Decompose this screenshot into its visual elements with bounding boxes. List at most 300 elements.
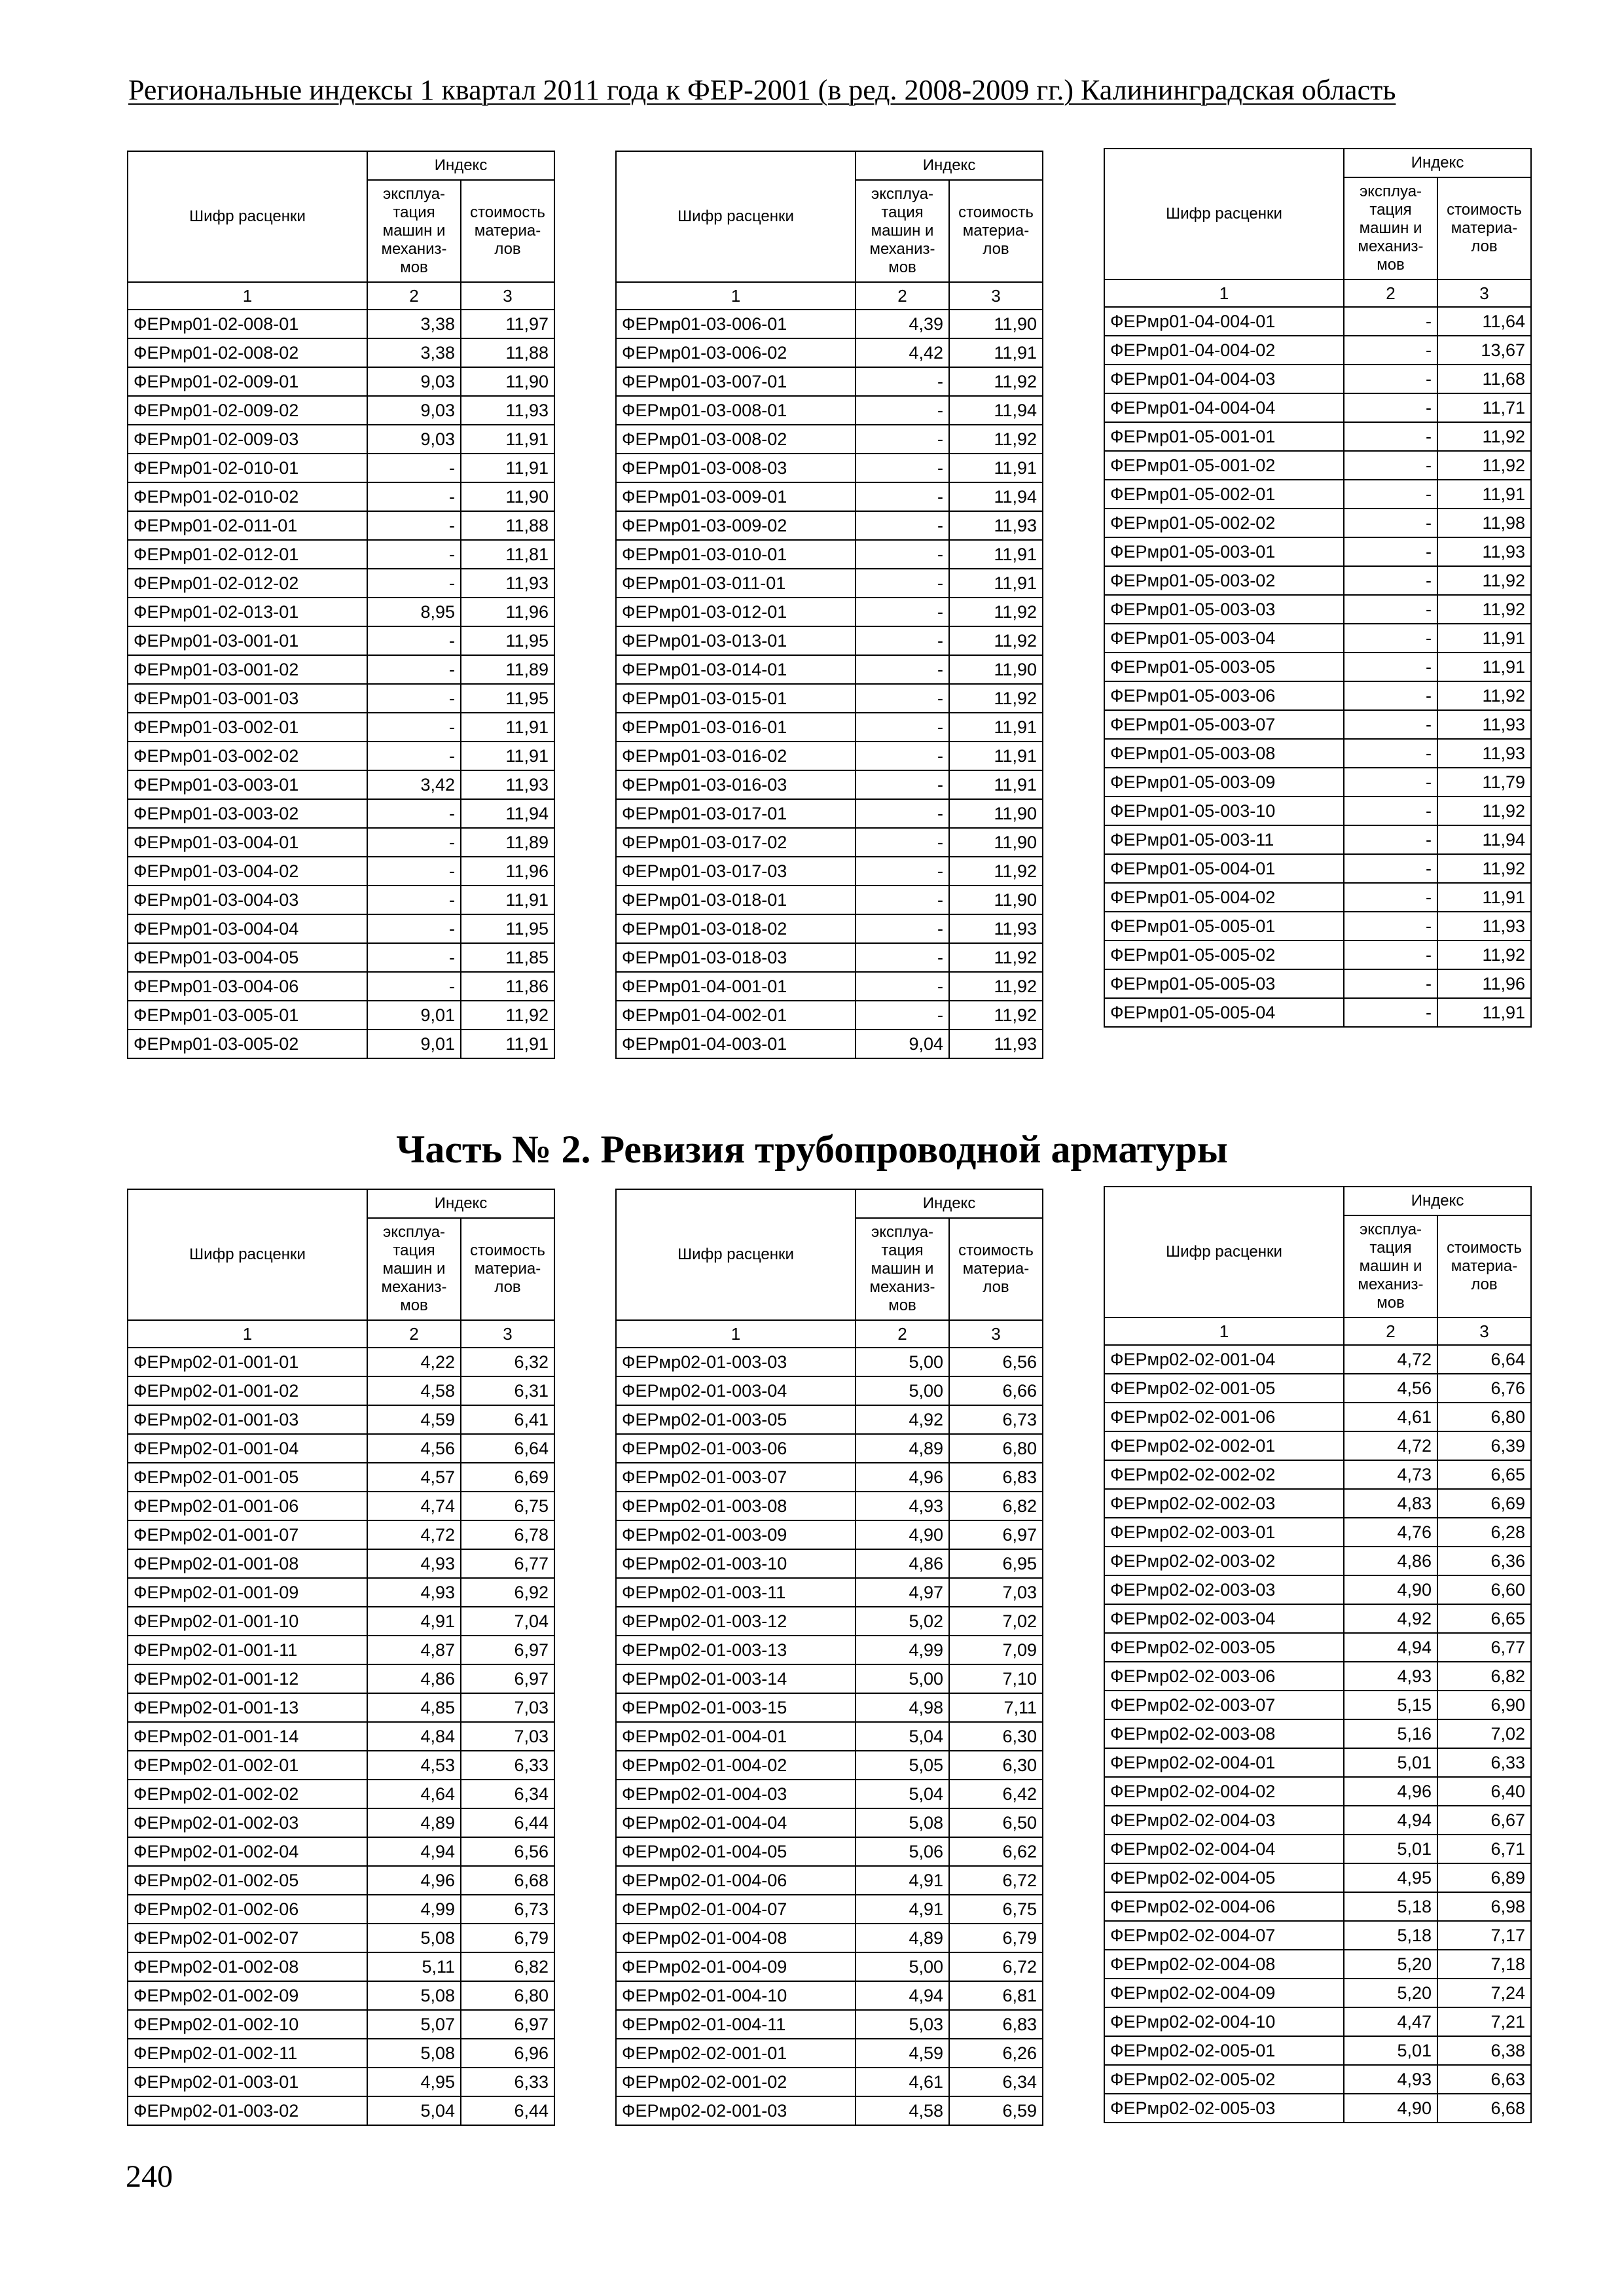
table-row	[616, 540, 1043, 569]
machines-index-cell: -	[1344, 854, 1437, 883]
column-number-2: 2	[856, 1320, 949, 1348]
rate-code-cell: ФЕРмр02-01-003-03	[616, 1348, 856, 1376]
rate-code-cell: ФЕРмр02-01-003-15	[616, 1693, 856, 1722]
rate-code-cell: ФЕРмр02-01-004-05	[616, 1837, 856, 1866]
machines-index-cell: 4,56	[367, 1434, 461, 1463]
table-row	[616, 1578, 1043, 1607]
rate-code-cell: ФЕРмр02-01-003-02	[128, 2096, 367, 2125]
machines-index-cell: 5,08	[367, 1981, 461, 2010]
machines-index-cell: 4,92	[1344, 1604, 1437, 1633]
rate-code-cell: ФЕРмр02-01-001-14	[128, 1722, 367, 1751]
table-row	[128, 1981, 554, 2010]
table-row	[1104, 1547, 1531, 1575]
machines-index-cell: -	[856, 540, 949, 569]
materials-index-cell: 11,93	[1437, 912, 1531, 941]
machines-index-cell: 4,91	[856, 1895, 949, 1924]
column-number-2: 2	[367, 282, 461, 310]
column-header-index: Индекс	[367, 1189, 554, 1218]
machines-index-cell: -	[1344, 768, 1437, 797]
materials-index-cell: 7,10	[949, 1664, 1043, 1693]
rate-code-cell: ФЕРмр01-03-014-01	[616, 655, 856, 684]
table-row	[1104, 1748, 1531, 1777]
materials-index-cell: 6,34	[949, 2068, 1043, 2096]
materials-index-cell: 11,95	[461, 626, 554, 655]
materials-index-cell: 6,64	[1437, 1345, 1531, 1374]
materials-index-cell: 6,63	[1437, 2065, 1531, 2094]
machines-index-cell: 5,18	[1344, 1921, 1437, 1950]
table-row	[128, 2010, 554, 2039]
materials-index-cell: 6,64	[461, 1434, 554, 1463]
materials-index-cell: 11,90	[461, 482, 554, 511]
column-header-code: Шифр расценки	[128, 1189, 367, 1320]
table-row	[1104, 1950, 1531, 1979]
rate-code-cell: ФЕРмр02-01-001-10	[128, 1607, 367, 1636]
machines-index-cell: 4,57	[367, 1463, 461, 1492]
machines-index-cell: -	[1344, 537, 1437, 566]
rate-code-cell: ФЕРмр01-05-003-04	[1104, 624, 1344, 653]
machines-index-cell: 9,04	[856, 1030, 949, 1058]
table-row	[1104, 969, 1531, 998]
rate-code-cell: ФЕРмр02-02-003-03	[1104, 1575, 1344, 1604]
materials-index-cell: 6,60	[1437, 1575, 1531, 1604]
rate-code-cell: ФЕРмр02-02-003-06	[1104, 1662, 1344, 1691]
rate-code-cell: ФЕРмр01-03-009-02	[616, 511, 856, 540]
machines-index-cell: -	[856, 886, 949, 914]
rate-code-cell: ФЕРмр01-05-005-02	[1104, 941, 1344, 969]
page-header: Региональные индексы 1 квартал 2011 года к ФЕР-2001 (в ред. 2008-2009 гг.) Калининградская область	[128, 74, 1396, 106]
table-row	[616, 2068, 1043, 2096]
rate-code-cell: ФЕРмр02-01-002-07	[128, 1924, 367, 1952]
materials-index-cell: 6,75	[461, 1492, 554, 1520]
rate-code-cell: ФЕРмр02-02-003-08	[1104, 1719, 1344, 1748]
machines-index-cell: 9,01	[367, 1030, 461, 1058]
rate-code-cell: ФЕРмр02-01-001-12	[128, 1664, 367, 1693]
materials-index-cell: 11,79	[1437, 768, 1531, 797]
rate-code-cell: ФЕРмр02-01-003-07	[616, 1463, 856, 1492]
materials-index-cell: 7,03	[461, 1693, 554, 1722]
rate-code-cell: ФЕРмр01-02-012-01	[128, 540, 367, 569]
materials-index-cell: 6,56	[949, 1348, 1043, 1376]
table-row	[1104, 739, 1531, 768]
machines-index-cell: -	[856, 943, 949, 972]
materials-index-cell: 11,86	[461, 972, 554, 1001]
machines-index-cell: 4,94	[856, 1981, 949, 2010]
rate-code-cell: ФЕРмр01-05-004-01	[1104, 854, 1344, 883]
materials-index-cell: 6,66	[949, 1376, 1043, 1405]
table-row	[128, 626, 554, 655]
table-row	[616, 1549, 1043, 1578]
table-row	[616, 569, 1043, 598]
table-row	[616, 1492, 1043, 1520]
rate-code-cell: ФЕРмр01-03-017-02	[616, 828, 856, 857]
machines-index-cell: -	[856, 1001, 949, 1030]
column-header-code: Шифр расценки	[616, 151, 856, 282]
materials-index-cell: 11,97	[461, 310, 554, 338]
table-row	[1104, 365, 1531, 393]
table-row	[616, 1405, 1043, 1434]
machines-index-cell: 4,86	[367, 1664, 461, 1693]
table-row	[128, 1866, 554, 1895]
rate-code-cell: ФЕРмр01-03-008-02	[616, 425, 856, 454]
rate-code-cell: ФЕРмр02-02-002-03	[1104, 1489, 1344, 1518]
rate-code-cell: ФЕРмр01-05-005-03	[1104, 969, 1344, 998]
machines-index-cell: 4,39	[856, 310, 949, 338]
machines-index-cell: -	[367, 972, 461, 1001]
rate-code-cell: ФЕРмр02-01-002-06	[128, 1895, 367, 1924]
machines-index-cell: -	[1344, 653, 1437, 681]
machines-index-cell: 4,95	[367, 2068, 461, 2096]
table-row	[616, 454, 1043, 482]
materials-index-cell: 11,90	[949, 828, 1043, 857]
machines-index-cell: -	[1344, 681, 1437, 710]
table-row	[616, 598, 1043, 626]
machines-index-cell: 5,08	[367, 1924, 461, 1952]
rate-code-cell: ФЕРмр01-05-003-06	[1104, 681, 1344, 710]
table-row	[616, 1895, 1043, 1924]
rate-code-cell: ФЕРмр01-03-018-03	[616, 943, 856, 972]
rate-code-cell: ФЕРмр02-01-002-08	[128, 1952, 367, 1981]
materials-index-cell: 11,91	[461, 1030, 554, 1058]
rate-code-cell: ФЕРмр02-02-003-02	[1104, 1547, 1344, 1575]
table-row	[1104, 480, 1531, 509]
rate-code-cell: ФЕРмр02-02-005-03	[1104, 2094, 1344, 2123]
materials-index-cell: 11,90	[949, 655, 1043, 684]
machines-index-cell: -	[856, 914, 949, 943]
table-row	[128, 828, 554, 857]
materials-index-cell: 11,91	[949, 742, 1043, 770]
materials-index-cell: 6,80	[461, 1981, 554, 2010]
rate-code-cell: ФЕРмр01-03-011-01	[616, 569, 856, 598]
machines-index-cell: 4,85	[367, 1693, 461, 1722]
materials-index-cell: 11,96	[1437, 969, 1531, 998]
machines-index-cell: 4,94	[1344, 1633, 1437, 1662]
machines-index-cell: -	[856, 626, 949, 655]
materials-index-cell: 6,73	[949, 1405, 1043, 1434]
table-row	[128, 1376, 554, 1405]
materials-index-cell: 6,82	[949, 1492, 1043, 1520]
rate-code-cell: ФЕРмр01-05-003-03	[1104, 595, 1344, 624]
materials-index-cell: 11,93	[461, 770, 554, 799]
rate-code-cell: ФЕРмр01-02-009-01	[128, 367, 367, 396]
machines-index-cell: -	[1344, 307, 1437, 336]
rate-code-cell: ФЕРмр02-02-001-04	[1104, 1345, 1344, 1374]
materials-index-cell: 11,94	[1437, 825, 1531, 854]
materials-index-cell: 7,03	[461, 1722, 554, 1751]
materials-index-cell: 6,90	[1437, 1691, 1531, 1719]
machines-index-cell: -	[1344, 797, 1437, 825]
rate-code-cell: ФЕРмр02-01-003-13	[616, 1636, 856, 1664]
rate-code-cell: ФЕРмр02-01-001-02	[128, 1376, 367, 1405]
materials-index-cell: 6,69	[1437, 1489, 1531, 1518]
table-row	[616, 396, 1043, 425]
materials-index-cell: 11,92	[1437, 451, 1531, 480]
table-row	[1104, 1460, 1531, 1489]
machines-index-cell: 4,90	[1344, 1575, 1437, 1604]
materials-index-cell: 11,91	[1437, 998, 1531, 1027]
rate-code-cell: ФЕРмр02-02-001-02	[616, 2068, 856, 2096]
machines-index-cell: 5,08	[856, 1808, 949, 1837]
column-header-code: Шифр расценки	[1104, 1187, 1344, 1318]
machines-index-cell: -	[1344, 595, 1437, 624]
rate-code-cell: ФЕРмр02-01-003-05	[616, 1405, 856, 1434]
rate-code-cell: ФЕРмр01-03-007-01	[616, 367, 856, 396]
machines-index-cell: -	[367, 799, 461, 828]
table-row	[616, 2010, 1043, 2039]
column-number-3: 3	[949, 1320, 1043, 1348]
machines-index-cell: -	[367, 713, 461, 742]
machines-index-cell: -	[856, 454, 949, 482]
table-row	[128, 338, 554, 367]
page-number: 240	[126, 2159, 173, 2194]
rate-code-cell: ФЕРмр02-01-004-04	[616, 1808, 856, 1837]
column-number-2: 2	[1344, 1318, 1437, 1345]
materials-index-cell: 11,92	[1437, 595, 1531, 624]
table-row	[128, 1924, 554, 1952]
rate-code-cell: ФЕРмр02-01-003-08	[616, 1492, 856, 1520]
rate-code-cell: ФЕРмр01-02-009-02	[128, 396, 367, 425]
materials-index-cell: 6,56	[461, 1837, 554, 1866]
machines-index-cell: 5,01	[1344, 2036, 1437, 2065]
rate-code-cell: ФЕРмр01-03-008-01	[616, 396, 856, 425]
rate-code-cell: ФЕРмр02-01-002-04	[128, 1837, 367, 1866]
column-number-3: 3	[1437, 1318, 1531, 1345]
rate-code-cell: ФЕРмр02-01-002-01	[128, 1751, 367, 1780]
materials-index-cell: 6,40	[1437, 1777, 1531, 1806]
machines-index-cell: -	[856, 425, 949, 454]
machines-index-cell: -	[856, 598, 949, 626]
machines-index-cell: 3,42	[367, 770, 461, 799]
table-row	[616, 770, 1043, 799]
section-title: Часть № 2. Ревизия трубопроводной арматуры	[396, 1128, 1228, 1171]
materials-index-cell: 6,30	[949, 1751, 1043, 1780]
machines-index-cell: -	[856, 742, 949, 770]
table-row	[616, 914, 1043, 943]
materials-index-cell: 11,94	[949, 482, 1043, 511]
materials-index-cell: 6,77	[1437, 1633, 1531, 1662]
machines-index-cell: 4,84	[367, 1722, 461, 1751]
materials-index-cell: 6,76	[1437, 1374, 1531, 1403]
machines-index-cell: -	[856, 569, 949, 598]
machines-index-cell: -	[856, 482, 949, 511]
rate-code-cell: ФЕРмр01-05-003-10	[1104, 797, 1344, 825]
column-number-1: 1	[616, 1320, 856, 1348]
machines-index-cell: 4,83	[1344, 1489, 1437, 1518]
rate-code-cell: ФЕРмр02-01-001-11	[128, 1636, 367, 1664]
rate-code-cell: ФЕРмр02-01-002-11	[128, 2039, 367, 2068]
materials-index-cell: 11,91	[461, 425, 554, 454]
materials-index-cell: 7,02	[1437, 1719, 1531, 1748]
table-row	[128, 1434, 554, 1463]
machines-index-cell: 3,38	[367, 310, 461, 338]
machines-index-cell: 5,15	[1344, 1691, 1437, 1719]
materials-index-cell: 11,98	[1437, 509, 1531, 537]
column-header-machines: эксплуа-тация машин и механиз-мов	[367, 180, 461, 282]
rate-code-cell: ФЕРмр02-01-003-04	[616, 1376, 856, 1405]
materials-index-cell: 11,92	[949, 943, 1043, 972]
column-number-3: 3	[461, 282, 554, 310]
rate-code-cell: ФЕРмр02-01-001-01	[128, 1348, 367, 1376]
materials-index-cell: 6,82	[461, 1952, 554, 1981]
table-row	[1104, 1691, 1531, 1719]
table-row	[128, 1549, 554, 1578]
rate-code-cell: ФЕРмр01-03-001-02	[128, 655, 367, 684]
table-row	[616, 1693, 1043, 1722]
rate-code-cell: ФЕРмр01-03-003-02	[128, 799, 367, 828]
machines-index-cell: -	[856, 972, 949, 1001]
table-row	[616, 1664, 1043, 1693]
table-row	[128, 1722, 554, 1751]
table-row	[616, 1866, 1043, 1895]
table-row	[616, 1981, 1043, 2010]
table-row	[1104, 2036, 1531, 2065]
table-row	[128, 943, 554, 972]
materials-index-cell: 11,96	[461, 598, 554, 626]
column-header-index: Индекс	[1344, 1187, 1531, 1215]
column-header-materials: стоимость материа-лов	[1437, 1215, 1531, 1318]
table-row	[616, 1837, 1043, 1866]
machines-index-cell: -	[367, 540, 461, 569]
table-row	[128, 1578, 554, 1607]
table-row	[616, 626, 1043, 655]
machines-index-cell: -	[1344, 969, 1437, 998]
rate-code-cell: ФЕРмр01-02-011-01	[128, 511, 367, 540]
materials-index-cell: 6,79	[949, 1924, 1043, 1952]
table-row	[1104, 825, 1531, 854]
materials-index-cell: 11,93	[1437, 537, 1531, 566]
machines-index-cell: 4,73	[1344, 1460, 1437, 1489]
machines-index-cell: 5,00	[856, 1348, 949, 1376]
machines-index-cell: 4,47	[1344, 2007, 1437, 2036]
rate-code-cell: ФЕРмр01-04-002-01	[616, 1001, 856, 1030]
rate-code-cell: ФЕРмр01-04-001-01	[616, 972, 856, 1001]
table-row	[616, 828, 1043, 857]
rate-code-cell: ФЕРмр02-02-001-03	[616, 2096, 856, 2125]
rate-code-cell: ФЕРмр01-03-002-02	[128, 742, 367, 770]
rate-code-cell: ФЕРмр01-03-012-01	[616, 598, 856, 626]
table-row	[128, 1636, 554, 1664]
column-header-machines: эксплуа-тация машин и механиз-мов	[856, 1218, 949, 1320]
rate-code-cell: ФЕРмр01-04-004-02	[1104, 336, 1344, 365]
rate-code-cell: ФЕРмр02-02-004-01	[1104, 1748, 1344, 1777]
column-number-3: 3	[461, 1320, 554, 1348]
table-row	[1104, 1892, 1531, 1921]
column-header-machines: эксплуа-тация машин и механиз-мов	[1344, 177, 1437, 279]
materials-index-cell: 7,17	[1437, 1921, 1531, 1950]
materials-index-cell: 11,85	[461, 943, 554, 972]
machines-index-cell: -	[1344, 566, 1437, 595]
rate-code-cell: ФЕРмр01-03-018-02	[616, 914, 856, 943]
materials-index-cell: 6,97	[461, 1664, 554, 1693]
materials-index-cell: 6,28	[1437, 1518, 1531, 1547]
table-row	[128, 367, 554, 396]
rate-code-cell: ФЕРмр01-05-003-11	[1104, 825, 1344, 854]
materials-index-cell: 7,04	[461, 1607, 554, 1636]
materials-index-cell: 6,26	[949, 2039, 1043, 2068]
table-row	[128, 770, 554, 799]
machines-index-cell: -	[856, 684, 949, 713]
machines-index-cell: 5,04	[856, 1722, 949, 1751]
rate-code-cell: ФЕРмр02-01-001-09	[128, 1578, 367, 1607]
materials-index-cell: 6,41	[461, 1405, 554, 1434]
materials-index-cell: 6,65	[1437, 1604, 1531, 1633]
table-body	[616, 1348, 1043, 2125]
materials-index-cell: 6,75	[949, 1895, 1043, 1924]
machines-index-cell: 4,89	[856, 1434, 949, 1463]
machines-index-cell: 4,93	[856, 1492, 949, 1520]
table-row	[616, 972, 1043, 1001]
table-row	[1104, 1374, 1531, 1403]
rate-code-cell: ФЕРмр01-02-012-02	[128, 569, 367, 598]
column-header-materials: стоимость материа-лов	[1437, 177, 1531, 279]
rate-code-cell: ФЕРмр02-02-005-02	[1104, 2065, 1344, 2094]
machines-index-cell: -	[367, 742, 461, 770]
rate-code-cell: ФЕРмр01-04-004-03	[1104, 365, 1344, 393]
materials-index-cell: 6,97	[461, 2010, 554, 2039]
machines-index-cell: 4,56	[1344, 1374, 1437, 1403]
machines-index-cell: -	[367, 454, 461, 482]
table-row	[128, 742, 554, 770]
materials-index-cell: 11,90	[461, 367, 554, 396]
table-row	[128, 482, 554, 511]
rate-code-cell: ФЕРмр02-01-004-09	[616, 1952, 856, 1981]
machines-index-cell: -	[856, 770, 949, 799]
materials-index-cell: 11,93	[949, 1030, 1043, 1058]
rate-code-cell: ФЕРмр02-02-001-06	[1104, 1403, 1344, 1431]
rate-code-cell: ФЕРмр02-02-004-04	[1104, 1835, 1344, 1863]
materials-index-cell: 6,44	[461, 1808, 554, 1837]
materials-index-cell: 11,91	[949, 454, 1043, 482]
machines-index-cell: 4,94	[1344, 1806, 1437, 1835]
machines-index-cell: 4,86	[1344, 1547, 1437, 1575]
rate-code-cell: ФЕРмр01-03-005-01	[128, 1001, 367, 1030]
rate-code-cell: ФЕРмр01-05-003-02	[1104, 566, 1344, 595]
materials-index-cell: 11,91	[461, 886, 554, 914]
machines-index-cell: 4,91	[367, 1607, 461, 1636]
materials-index-cell: 11,91	[949, 569, 1043, 598]
machines-index-cell: 9,01	[367, 1001, 461, 1030]
table-row	[616, 1376, 1043, 1405]
materials-index-cell: 7,03	[949, 1578, 1043, 1607]
rate-code-cell: ФЕРмр01-03-016-01	[616, 713, 856, 742]
rate-code-cell: ФЕРмр01-05-005-01	[1104, 912, 1344, 941]
column-number-3: 3	[949, 282, 1043, 310]
column-header-index: Индекс	[367, 151, 554, 180]
table-row	[1104, 797, 1531, 825]
rate-code-cell: ФЕРмр01-03-018-01	[616, 886, 856, 914]
materials-index-cell: 6,33	[1437, 1748, 1531, 1777]
rate-code-cell: ФЕРмр01-03-017-03	[616, 857, 856, 886]
materials-index-cell: 11,89	[461, 828, 554, 857]
materials-index-cell: 6,82	[1437, 1662, 1531, 1691]
machines-index-cell: 4,90	[856, 1520, 949, 1549]
table-row	[128, 1001, 554, 1030]
machines-index-cell: 5,00	[856, 1952, 949, 1981]
materials-index-cell: 6,79	[461, 1924, 554, 1952]
table-row	[128, 540, 554, 569]
materials-index-cell: 11,93	[1437, 739, 1531, 768]
table-row	[1104, 854, 1531, 883]
materials-index-cell: 11,91	[949, 713, 1043, 742]
materials-index-cell: 11,81	[461, 540, 554, 569]
machines-index-cell: 4,92	[856, 1405, 949, 1434]
machines-index-cell: 5,04	[856, 1780, 949, 1808]
rate-code-cell: ФЕРмр01-03-002-01	[128, 713, 367, 742]
table-row	[1104, 393, 1531, 422]
materials-index-cell: 11,92	[949, 972, 1043, 1001]
rate-code-cell: ФЕРмр01-03-016-03	[616, 770, 856, 799]
machines-index-cell: 4,72	[367, 1520, 461, 1549]
rate-code-cell: ФЕРмр02-01-001-03	[128, 1405, 367, 1434]
